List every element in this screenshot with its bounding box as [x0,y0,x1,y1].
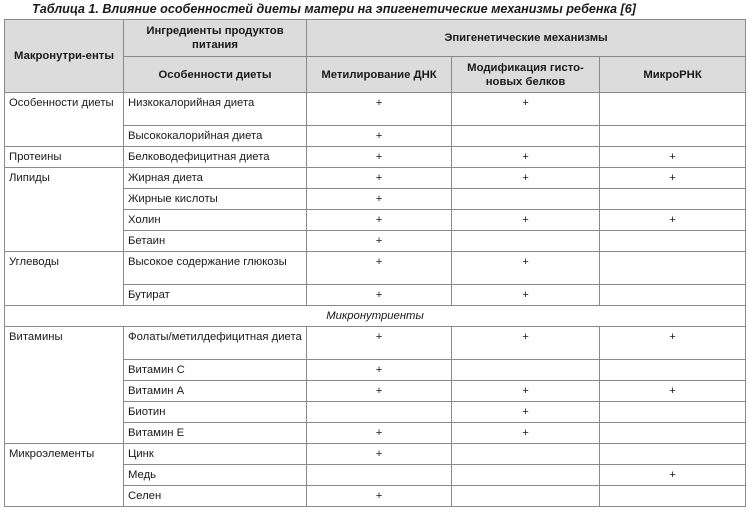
dna-methylation-mark: + [307,381,452,402]
microrna-mark: + [600,381,746,402]
microrna-mark [600,252,746,285]
dna-methylation-mark: + [307,168,452,189]
diet-feature: Биотин [124,402,307,423]
dna-methylation-mark: + [307,285,452,306]
dna-methylation-mark: + [307,360,452,381]
histone-modification-mark: + [452,168,600,189]
histone-modification-mark: + [452,285,600,306]
histone-modification-mark: + [452,402,600,423]
diet-feature: Высококалорийная диета [124,126,307,147]
histone-modification-mark [452,126,600,147]
header-diet-features: Особенности диеты [124,57,307,93]
diet-feature: Витамин А [124,381,307,402]
header-ingredients: Ингредиенты продуктов питания [124,20,307,57]
table-row [5,147,746,168]
table-row [5,327,746,360]
histone-modification-mark [452,189,600,210]
dna-methylation-mark: + [307,423,452,444]
dna-methylation-mark: + [307,93,452,126]
group-name: Протеины [5,147,124,168]
header-epigenetic: Эпигенетические механизмы [307,20,746,57]
histone-modification-mark: + [452,423,600,444]
diet-feature: Белководефицитная диета [124,147,307,168]
dna-methylation-mark: + [307,147,452,168]
histone-modification-mark [452,231,600,252]
section-row [5,306,746,327]
group-name: Особенности диеты [5,93,124,147]
microrna-mark [600,189,746,210]
diet-feature: Витамин С [124,360,307,381]
microrna-mark: + [600,327,746,360]
dna-methylation-mark: + [307,252,452,285]
group-name: Микроэлементы [5,444,124,507]
header-histone-modification: Модификация гисто-новых белков [452,57,600,93]
microrna-mark [600,402,746,423]
microrna-mark [600,126,746,147]
epigenetics-table [4,19,746,507]
table-caption: Таблица 1. Влияние особенностей диеты матери на эпигенетические механизмы ребенка [6] [32,2,636,16]
diet-feature: Бетаин [124,231,307,252]
table-header [5,20,746,93]
dna-methylation-mark: + [307,327,452,360]
dna-methylation-mark: + [307,126,452,147]
diet-feature: Жирная диета [124,168,307,189]
histone-modification-mark: + [452,252,600,285]
microrna-mark: + [600,210,746,231]
table-body [5,93,746,507]
header-macronutrients: Макронутри-енты [5,20,124,93]
diet-feature: Селен [124,486,307,507]
diet-feature: Холин [124,210,307,231]
dna-methylation-mark: + [307,210,452,231]
dna-methylation-mark [307,402,452,423]
header-dna-methylation: Метилирование ДНК [307,57,452,93]
table-row [5,252,746,285]
diet-feature: Фолаты/метилдефицитная диета [124,327,307,360]
dna-methylation-mark: + [307,486,452,507]
diet-feature: Цинк [124,444,307,465]
group-name: Витамины [5,327,124,444]
histone-modification-mark: + [452,93,600,126]
microrna-mark [600,93,746,126]
diet-feature: Высокое содержание глюкозы [124,252,307,285]
microrna-mark: + [600,168,746,189]
diet-feature: Витамин Е [124,423,307,444]
diet-feature: Бутират [124,285,307,306]
table-row [5,168,746,189]
histone-modification-mark [452,444,600,465]
histone-modification-mark: + [452,147,600,168]
microrna-mark [600,360,746,381]
histone-modification-mark: + [452,210,600,231]
histone-modification-mark [452,486,600,507]
dna-methylation-mark [307,465,452,486]
dna-methylation-mark: + [307,444,452,465]
header-microrna: МикроРНК [600,57,746,93]
group-name: Липиды [5,168,124,252]
table-row [5,444,746,465]
histone-modification-mark [452,465,600,486]
diet-feature: Жирные кислоты [124,189,307,210]
microrna-mark [600,285,746,306]
table-row [5,93,746,126]
histone-modification-mark: + [452,381,600,402]
microrna-mark [600,423,746,444]
microrna-mark: + [600,465,746,486]
microrna-mark: + [600,147,746,168]
dna-methylation-mark: + [307,189,452,210]
microrna-mark [600,444,746,465]
histone-modification-mark: + [452,327,600,360]
group-name: Углеводы [5,252,124,306]
histone-modification-mark [452,360,600,381]
dna-methylation-mark: + [307,231,452,252]
microrna-mark [600,486,746,507]
microrna-mark [600,231,746,252]
section-label: Микронутриенты [5,306,746,327]
diet-feature: Низкокалорийная диета [124,93,307,126]
diet-feature: Медь [124,465,307,486]
